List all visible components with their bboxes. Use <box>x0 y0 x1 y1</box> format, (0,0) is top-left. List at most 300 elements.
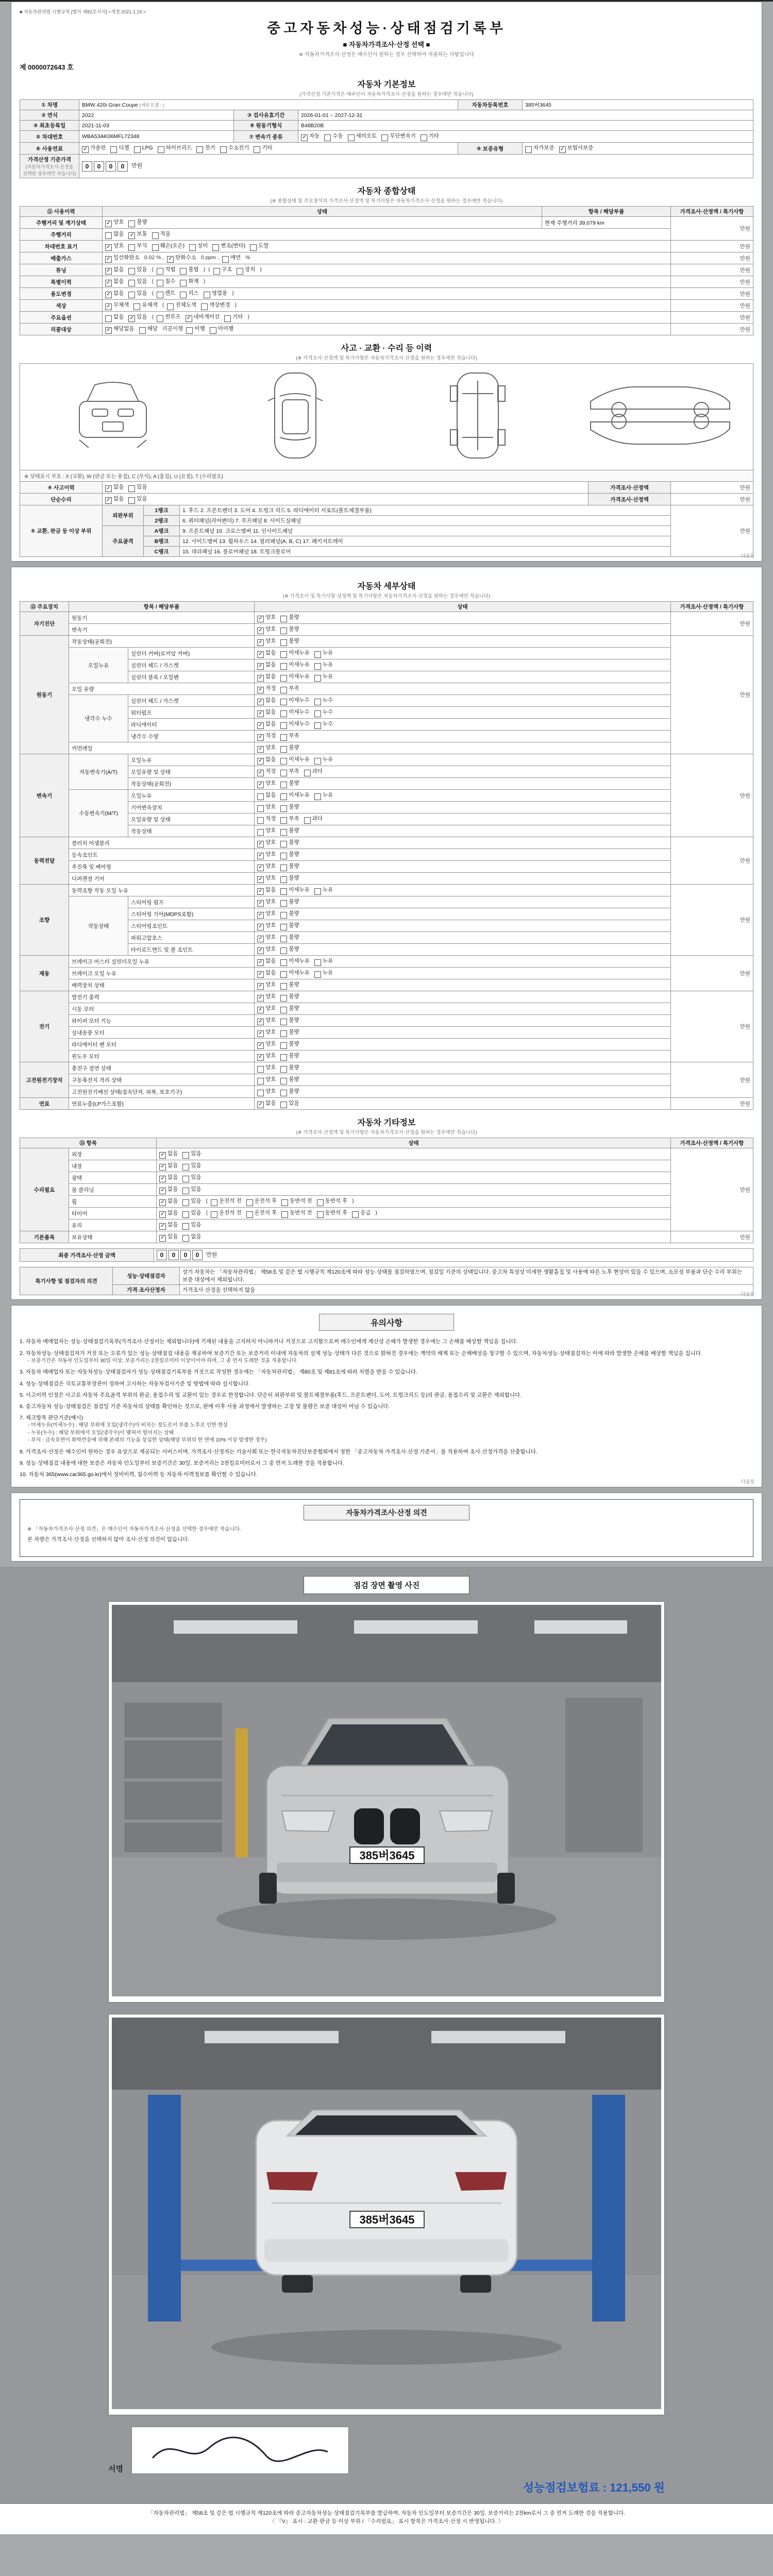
checkbox-icon[interactable] <box>222 256 229 263</box>
checkbox-icon[interactable] <box>421 134 427 141</box>
checkbox-option[interactable] <box>280 874 299 883</box>
checkbox-icon[interactable]: ✓ <box>105 221 112 227</box>
checkbox-icon[interactable] <box>280 853 287 859</box>
checkbox-option[interactable] <box>196 144 215 153</box>
checkbox-option[interactable] <box>280 791 310 800</box>
checkbox-icon[interactable] <box>182 1152 189 1159</box>
checkbox-icon[interactable] <box>280 1030 287 1037</box>
checkbox-icon[interactable] <box>246 1211 253 1218</box>
checkbox-icon[interactable]: ✓ <box>257 734 264 741</box>
checkbox-option[interactable] <box>314 672 333 682</box>
checkbox-option[interactable] <box>280 992 299 1002</box>
checkbox-option[interactable] <box>314 886 333 895</box>
checkbox-icon[interactable] <box>280 687 287 693</box>
checkbox-option[interactable] <box>280 743 299 753</box>
checkbox-option[interactable] <box>128 483 147 492</box>
checkbox-icon[interactable] <box>280 675 287 682</box>
checkbox-icon[interactable]: ✓ <box>257 687 264 693</box>
checkbox-option[interactable] <box>213 265 232 275</box>
checkbox-option[interactable] <box>182 1173 201 1182</box>
checkbox-icon[interactable] <box>201 303 208 310</box>
checkbox-option[interactable] <box>82 144 106 153</box>
checkbox-icon[interactable]: ✓ <box>105 497 112 504</box>
checkbox-icon[interactable]: ✓ <box>186 315 192 322</box>
checkbox-option[interactable] <box>280 1075 299 1084</box>
checkbox-option[interactable] <box>182 1149 201 1159</box>
checkbox-option[interactable] <box>280 613 299 622</box>
checkbox-option[interactable] <box>314 791 333 800</box>
checkbox-icon[interactable] <box>280 971 287 978</box>
checkbox-option[interactable] <box>158 144 192 153</box>
checkbox-option[interactable] <box>280 1087 299 1096</box>
checkbox-option[interactable] <box>257 980 276 990</box>
checkbox-icon[interactable] <box>134 146 141 153</box>
checkbox-option[interactable] <box>314 649 333 658</box>
checkbox-icon[interactable]: ✓ <box>105 280 112 286</box>
checkbox-icon[interactable] <box>180 280 187 286</box>
checkbox-icon[interactable]: ✓ <box>105 303 112 310</box>
checkbox-icon[interactable] <box>280 1078 287 1084</box>
checkbox-icon[interactable] <box>128 268 135 275</box>
checkbox-option[interactable] <box>105 325 135 334</box>
checkbox-option[interactable] <box>157 277 175 286</box>
checkbox-icon[interactable] <box>314 758 321 765</box>
checkbox-option[interactable] <box>257 791 276 800</box>
checkbox-icon[interactable]: ✓ <box>128 232 135 239</box>
checkbox-option[interactable] <box>133 301 157 310</box>
checkbox-icon[interactable]: ✓ <box>128 315 135 322</box>
checkbox-option[interactable] <box>257 708 276 717</box>
checkbox-icon[interactable] <box>280 865 287 871</box>
checkbox-icon[interactable] <box>280 1066 287 1073</box>
checkbox-icon[interactable] <box>314 675 321 682</box>
checkbox-icon[interactable] <box>280 782 287 788</box>
checkbox-icon[interactable] <box>314 959 321 966</box>
checkbox-option[interactable] <box>105 313 124 322</box>
checkbox-option[interactable] <box>128 289 147 298</box>
checkbox-option[interactable] <box>134 145 153 153</box>
checkbox-icon[interactable] <box>257 793 264 800</box>
checkbox-icon[interactable] <box>257 829 264 836</box>
checkbox-icon[interactable] <box>182 1199 189 1206</box>
checkbox-icon[interactable]: ✓ <box>257 699 264 705</box>
checkbox-icon[interactable]: ✓ <box>257 983 264 990</box>
checkbox-option[interactable] <box>317 1209 348 1218</box>
checkbox-icon[interactable] <box>280 1101 287 1108</box>
checkbox-option[interactable] <box>152 230 171 239</box>
checkbox-icon[interactable] <box>280 829 287 836</box>
checkbox-option[interactable] <box>157 265 175 275</box>
checkbox-option[interactable] <box>525 144 554 153</box>
checkbox-option[interactable] <box>280 696 310 705</box>
checkbox-option[interactable] <box>224 313 243 322</box>
checkbox-option[interactable] <box>250 242 268 251</box>
checkbox-icon[interactable] <box>158 146 164 153</box>
checkbox-option[interactable] <box>301 132 320 141</box>
checkbox-icon[interactable] <box>525 146 532 153</box>
checkbox-icon[interactable] <box>280 734 287 741</box>
checkbox-option[interactable] <box>280 862 299 871</box>
checkbox-icon[interactable] <box>237 268 243 275</box>
checkbox-icon[interactable] <box>182 1211 189 1218</box>
checkbox-icon[interactable]: ✓ <box>257 1054 264 1061</box>
checkbox-icon[interactable] <box>280 758 287 765</box>
checkbox-option[interactable] <box>314 957 333 966</box>
checkbox-option[interactable] <box>257 755 276 765</box>
checkbox-icon[interactable] <box>189 244 196 251</box>
checkbox-option[interactable] <box>257 684 276 693</box>
checkbox-option[interactable] <box>257 1099 276 1108</box>
checkbox-option[interactable] <box>257 1028 276 1037</box>
checkbox-icon[interactable] <box>211 1199 217 1206</box>
checkbox-option[interactable] <box>105 265 124 275</box>
checkbox-icon[interactable]: ✓ <box>257 710 264 717</box>
checkbox-icon[interactable] <box>314 971 321 978</box>
checkbox-option[interactable] <box>559 144 594 153</box>
checkbox-option[interactable] <box>211 1209 242 1218</box>
checkbox-icon[interactable] <box>280 639 287 646</box>
checkbox-option[interactable] <box>105 218 124 227</box>
checkbox-option[interactable] <box>222 253 241 263</box>
checkbox-option[interactable] <box>280 732 299 741</box>
checkbox-icon[interactable] <box>280 817 287 824</box>
checkbox-icon[interactable] <box>257 1078 264 1084</box>
checkbox-icon[interactable] <box>167 303 174 310</box>
checkbox-icon[interactable] <box>381 134 388 141</box>
signature-box[interactable] <box>131 2427 349 2474</box>
checkbox-icon[interactable] <box>280 1090 287 1096</box>
checkbox-option[interactable] <box>257 649 276 658</box>
checkbox-icon[interactable] <box>182 1176 189 1182</box>
checkbox-icon[interactable] <box>280 1042 287 1049</box>
checkbox-option[interactable] <box>157 289 175 298</box>
checkbox-option[interactable] <box>381 132 416 141</box>
checkbox-option[interactable] <box>314 969 333 978</box>
checkbox-option[interactable] <box>280 649 310 658</box>
checkbox-option[interactable] <box>280 767 299 776</box>
checkbox-option[interactable] <box>280 1099 299 1108</box>
checkbox-icon[interactable] <box>212 244 219 251</box>
checkbox-option[interactable] <box>280 850 299 859</box>
checkbox-option[interactable] <box>257 625 276 634</box>
checkbox-option[interactable] <box>254 144 272 153</box>
checkbox-icon[interactable] <box>157 292 163 298</box>
checkbox-option[interactable] <box>182 1221 201 1230</box>
checkbox-icon[interactable]: ✓ <box>257 1101 264 1108</box>
checkbox-icon[interactable]: ✓ <box>257 1042 264 1049</box>
checkbox-option[interactable] <box>182 1185 201 1194</box>
checkbox-option[interactable] <box>280 921 299 930</box>
checkbox-option[interactable] <box>257 897 276 907</box>
checkbox-option[interactable] <box>212 242 245 251</box>
checkbox-icon[interactable] <box>105 315 112 322</box>
checkbox-icon[interactable] <box>281 1211 288 1218</box>
checkbox-icon[interactable] <box>128 280 135 286</box>
checkbox-option[interactable] <box>201 301 230 310</box>
checkbox-option[interactable] <box>257 921 276 930</box>
checkbox-icon[interactable] <box>133 303 140 310</box>
checkbox-option[interactable] <box>257 1040 276 1049</box>
checkbox-icon[interactable] <box>280 699 287 705</box>
checkbox-icon[interactable] <box>157 280 163 286</box>
checkbox-icon[interactable]: ✓ <box>257 651 264 658</box>
checkbox-option[interactable] <box>257 779 276 788</box>
checkbox-icon[interactable]: ✓ <box>257 865 264 871</box>
checkbox-icon[interactable] <box>280 710 287 717</box>
checkbox-icon[interactable] <box>280 746 287 753</box>
checkbox-icon[interactable]: ✓ <box>105 244 112 251</box>
checkbox-icon[interactable] <box>314 651 321 658</box>
checkbox-option[interactable] <box>280 672 310 682</box>
checkbox-option[interactable] <box>139 325 158 334</box>
checkbox-option[interactable] <box>128 242 147 251</box>
checkbox-option[interactable] <box>280 909 299 919</box>
checkbox-option[interactable] <box>105 242 124 251</box>
checkbox-option[interactable] <box>182 1197 201 1206</box>
checkbox-icon[interactable]: ✓ <box>159 1152 166 1159</box>
checkbox-icon[interactable] <box>280 876 287 883</box>
checkbox-icon[interactable]: ✓ <box>159 1176 166 1182</box>
checkbox-icon[interactable]: ✓ <box>301 134 308 141</box>
checkbox-icon[interactable]: ✓ <box>257 924 264 930</box>
checkbox-icon[interactable]: ✓ <box>159 1211 166 1218</box>
checkbox-option[interactable] <box>182 1232 201 1242</box>
checkbox-icon[interactable]: ✓ <box>105 327 112 334</box>
checkbox-option[interactable] <box>281 1197 312 1206</box>
checkbox-option[interactable] <box>128 230 147 239</box>
checkbox-icon[interactable]: ✓ <box>257 758 264 765</box>
checkbox-option[interactable] <box>257 637 276 646</box>
checkbox-option[interactable] <box>257 957 276 966</box>
checkbox-icon[interactable] <box>314 888 321 895</box>
checkbox-option[interactable] <box>128 495 147 504</box>
checkbox-option[interactable] <box>257 945 276 954</box>
checkbox-icon[interactable] <box>314 793 321 800</box>
checkbox-icon[interactable]: ✓ <box>257 782 264 788</box>
checkbox-icon[interactable]: ✓ <box>257 888 264 895</box>
checkbox-icon[interactable] <box>280 947 287 954</box>
checkbox-icon[interactable] <box>257 805 264 812</box>
checkbox-option[interactable] <box>159 1161 178 1171</box>
checkbox-option[interactable] <box>182 1161 201 1171</box>
checkbox-option[interactable] <box>280 815 299 824</box>
checkbox-option[interactable] <box>280 826 299 836</box>
checkbox-option[interactable] <box>314 696 333 705</box>
checkbox-option[interactable] <box>280 660 310 670</box>
checkbox-icon[interactable]: ✓ <box>257 746 264 753</box>
checkbox-icon[interactable] <box>180 292 187 298</box>
checkbox-icon[interactable] <box>280 912 287 919</box>
checkbox-option[interactable] <box>186 313 220 322</box>
checkbox-icon[interactable] <box>139 327 146 334</box>
checkbox-option[interactable] <box>280 980 299 990</box>
checkbox-option[interactable] <box>257 1004 276 1013</box>
checkbox-option[interactable] <box>257 992 276 1002</box>
checkbox-icon[interactable] <box>220 146 227 153</box>
checkbox-icon[interactable] <box>157 315 163 322</box>
checkbox-option[interactable] <box>257 909 276 919</box>
checkbox-icon[interactable] <box>280 722 287 729</box>
checkbox-option[interactable] <box>257 1063 276 1073</box>
checkbox-icon[interactable] <box>180 268 187 275</box>
checkbox-option[interactable] <box>257 767 276 776</box>
checkbox-option[interactable] <box>314 708 333 717</box>
checkbox-option[interactable] <box>237 265 255 275</box>
checkbox-icon[interactable]: ✓ <box>257 959 264 966</box>
checkbox-option[interactable] <box>257 1075 276 1084</box>
checkbox-option[interactable] <box>257 720 276 729</box>
checkbox-option[interactable] <box>159 1232 178 1242</box>
checkbox-icon[interactable] <box>280 770 287 776</box>
checkbox-option[interactable] <box>257 672 276 682</box>
checkbox-icon[interactable] <box>128 244 135 251</box>
checkbox-icon[interactable]: ✓ <box>159 1164 166 1171</box>
checkbox-icon[interactable] <box>182 1188 189 1194</box>
checkbox-option[interactable] <box>128 277 147 286</box>
checkbox-option[interactable] <box>280 720 310 729</box>
checkbox-icon[interactable] <box>280 805 287 812</box>
checkbox-icon[interactable] <box>280 628 287 634</box>
checkbox-icon[interactable] <box>210 327 216 334</box>
checkbox-option[interactable] <box>128 313 147 322</box>
checkbox-icon[interactable] <box>280 995 287 1002</box>
checkbox-icon[interactable] <box>280 1054 287 1061</box>
checkbox-option[interactable] <box>280 637 299 646</box>
checkbox-icon[interactable]: ✓ <box>257 936 264 942</box>
checkbox-icon[interactable] <box>324 134 331 141</box>
checkbox-icon[interactable]: ✓ <box>257 1030 264 1037</box>
checkbox-icon[interactable]: ✓ <box>105 256 112 263</box>
checkbox-option[interactable] <box>304 767 323 776</box>
checkbox-icon[interactable]: ✓ <box>257 616 264 622</box>
checkbox-icon[interactable]: ✓ <box>167 256 174 263</box>
checkbox-option[interactable] <box>280 708 310 717</box>
checkbox-icon[interactable] <box>304 770 311 776</box>
checkbox-option[interactable] <box>314 660 333 670</box>
checkbox-icon[interactable] <box>196 146 203 153</box>
checkbox-option[interactable] <box>257 613 276 622</box>
checkbox-icon[interactable] <box>280 841 287 848</box>
checkbox-icon[interactable] <box>246 1199 253 1206</box>
checkbox-option[interactable] <box>314 720 333 729</box>
checkbox-icon[interactable]: ✓ <box>82 146 89 153</box>
checkbox-option[interactable] <box>152 242 185 251</box>
checkbox-icon[interactable] <box>213 268 220 275</box>
checkbox-option[interactable] <box>210 325 233 334</box>
checkbox-icon[interactable] <box>280 663 287 670</box>
checkbox-icon[interactable] <box>280 900 287 907</box>
checkbox-icon[interactable] <box>280 651 287 658</box>
checkbox-option[interactable] <box>280 779 299 788</box>
checkbox-option[interactable] <box>257 1016 276 1025</box>
checkbox-option[interactable] <box>281 1209 312 1218</box>
checkbox-icon[interactable] <box>250 244 257 251</box>
checkbox-option[interactable] <box>314 755 333 765</box>
checkbox-option[interactable] <box>157 313 180 322</box>
checkbox-option[interactable] <box>159 1197 178 1206</box>
checkbox-option[interactable] <box>257 862 276 871</box>
checkbox-option[interactable] <box>105 495 124 504</box>
checkbox-option[interactable] <box>280 625 299 634</box>
checkbox-icon[interactable] <box>280 983 287 990</box>
checkbox-option[interactable] <box>105 301 129 310</box>
checkbox-option[interactable] <box>186 325 205 334</box>
checkbox-option[interactable] <box>280 1028 299 1037</box>
checkbox-icon[interactable] <box>254 146 260 153</box>
checkbox-icon[interactable] <box>317 1211 324 1218</box>
checkbox-option[interactable] <box>324 132 343 141</box>
checkbox-option[interactable] <box>280 755 310 765</box>
checkbox-option[interactable] <box>159 1173 178 1182</box>
checkbox-option[interactable] <box>280 957 310 966</box>
checkbox-option[interactable] <box>159 1221 178 1230</box>
checkbox-icon[interactable]: ✓ <box>257 876 264 883</box>
checkbox-option[interactable] <box>211 1197 242 1206</box>
checkbox-option[interactable] <box>105 289 124 298</box>
checkbox-icon[interactable]: ✓ <box>257 628 264 634</box>
checkbox-icon[interactable] <box>280 888 287 895</box>
checkbox-icon[interactable] <box>211 1211 217 1218</box>
checkbox-option[interactable] <box>257 850 276 859</box>
checkbox-option[interactable] <box>167 301 196 310</box>
checkbox-icon[interactable] <box>182 1235 189 1242</box>
checkbox-icon[interactable]: ✓ <box>257 912 264 919</box>
checkbox-icon[interactable] <box>186 327 193 334</box>
checkbox-icon[interactable] <box>257 817 264 824</box>
checkbox-icon[interactable] <box>128 485 135 492</box>
checkbox-option[interactable] <box>280 897 299 907</box>
checkbox-option[interactable] <box>257 803 276 812</box>
checkbox-option[interactable] <box>220 144 249 153</box>
checkbox-icon[interactable] <box>280 1019 287 1025</box>
checkbox-option[interactable] <box>167 253 196 263</box>
checkbox-option[interactable] <box>105 253 140 263</box>
checkbox-option[interactable] <box>110 144 129 153</box>
checkbox-option[interactable] <box>257 1087 276 1096</box>
checkbox-icon[interactable]: ✓ <box>559 146 566 153</box>
checkbox-icon[interactable] <box>257 1090 264 1096</box>
checkbox-option[interactable] <box>105 483 124 492</box>
checkbox-option[interactable] <box>280 1016 299 1025</box>
checkbox-icon[interactable] <box>257 1066 264 1073</box>
checkbox-option[interactable] <box>257 696 276 705</box>
checkbox-icon[interactable] <box>317 1199 324 1206</box>
checkbox-option[interactable] <box>246 1197 277 1206</box>
checkbox-option[interactable] <box>182 1209 201 1218</box>
checkbox-option[interactable] <box>159 1209 178 1218</box>
checkbox-icon[interactable] <box>280 959 287 966</box>
checkbox-icon[interactable] <box>314 722 321 729</box>
checkbox-icon[interactable] <box>352 1211 359 1218</box>
checkbox-option[interactable] <box>421 132 439 141</box>
checkbox-option[interactable] <box>257 886 276 895</box>
checkbox-option[interactable] <box>180 277 198 286</box>
checkbox-icon[interactable]: ✓ <box>257 841 264 848</box>
checkbox-icon[interactable] <box>280 936 287 942</box>
checkbox-icon[interactable] <box>105 232 112 239</box>
checkbox-icon[interactable]: ✓ <box>257 639 264 646</box>
checkbox-option[interactable] <box>257 969 276 978</box>
checkbox-icon[interactable] <box>128 497 135 504</box>
checkbox-option[interactable] <box>317 1197 348 1206</box>
checkbox-option[interactable] <box>352 1209 371 1218</box>
checkbox-icon[interactable]: ✓ <box>159 1188 166 1194</box>
checkbox-option[interactable] <box>128 265 147 275</box>
checkbox-icon[interactable]: ✓ <box>159 1223 166 1230</box>
checkbox-icon[interactable] <box>128 221 135 227</box>
checkbox-option[interactable] <box>280 945 299 954</box>
checkbox-icon[interactable] <box>304 817 311 824</box>
